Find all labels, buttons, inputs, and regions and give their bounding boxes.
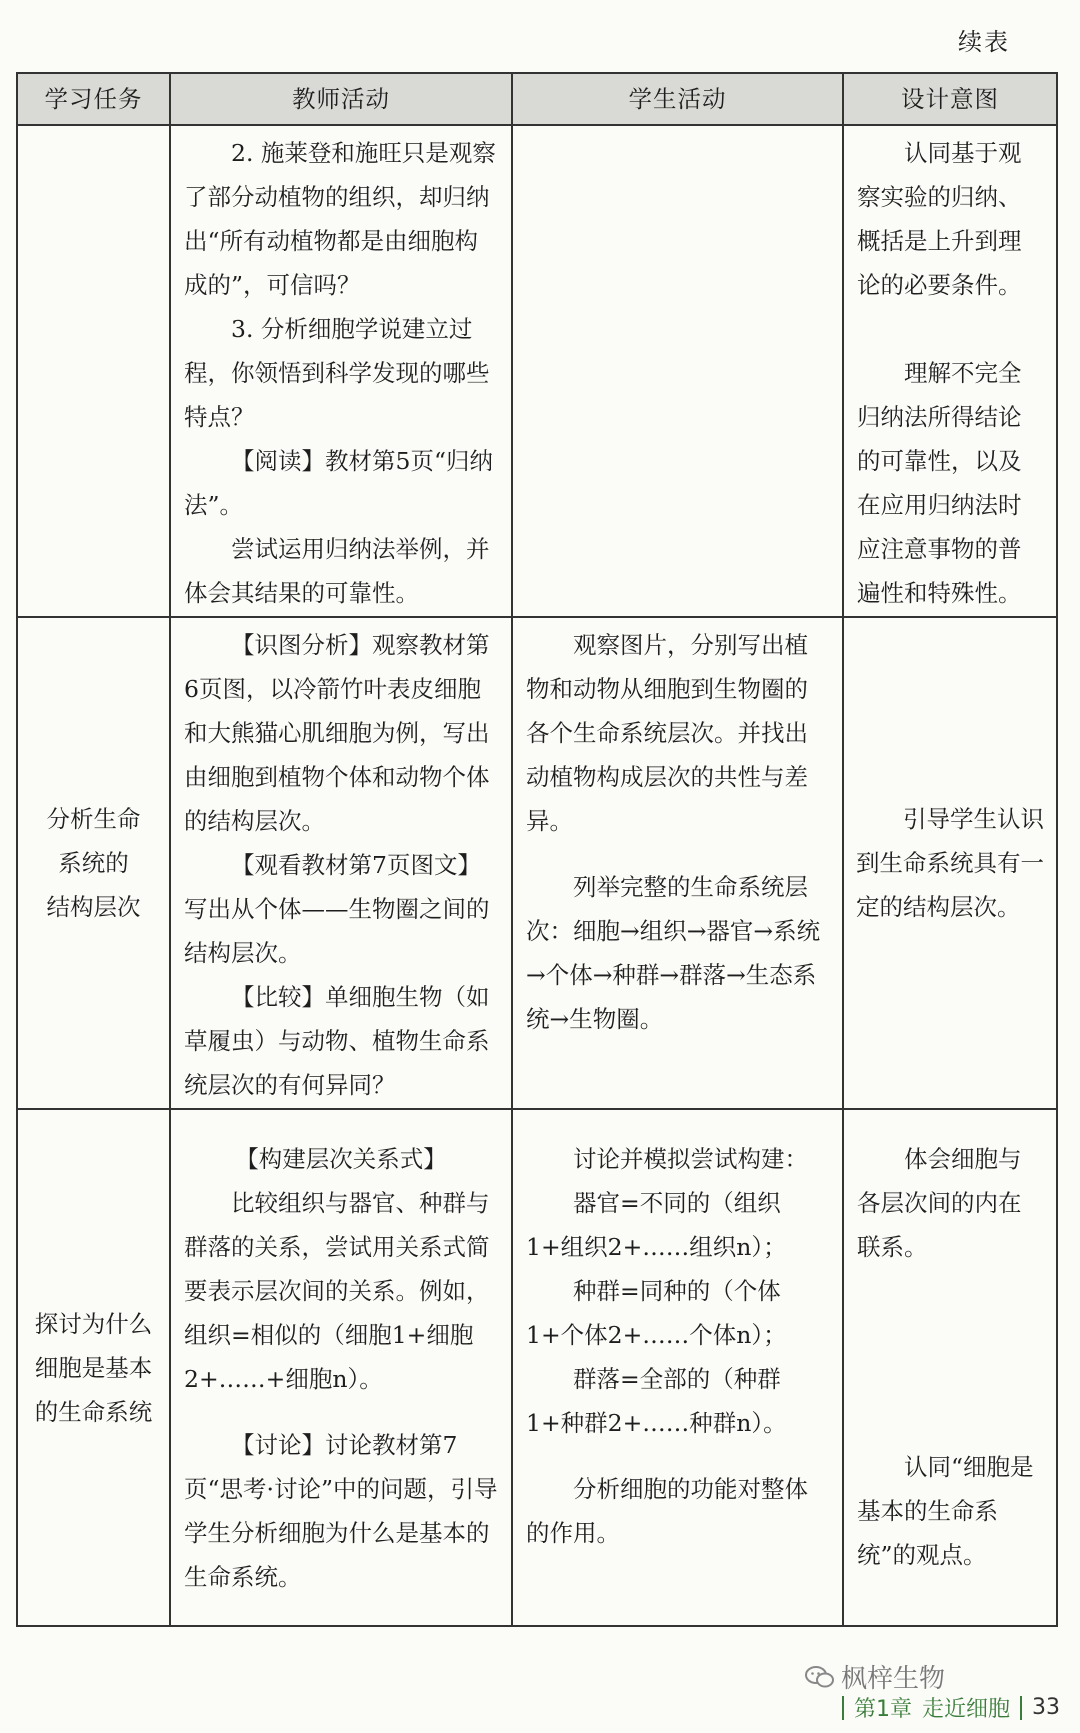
chapter-title: 走近细胞 — [921, 1697, 1010, 1722]
task-text: 系统的 — [58, 849, 129, 877]
teacher-text: 尝试运用归纳法举例，并体会其结果的可靠性。 — [184, 535, 490, 607]
student-text: 观察图片，分别写出植物和动物从细胞到生物圈的各个生命系统层次。并找出动植物构成层次的共性与差异。 — [526, 631, 808, 835]
header-teacher: 教师活动 — [170, 73, 512, 125]
task-text: 分析生命 — [46, 805, 141, 833]
table-row — [17, 125, 1057, 617]
table-row — [17, 617, 1057, 1109]
task-text: 结构层次 — [46, 893, 141, 921]
lesson-table — [16, 72, 1058, 1627]
table-row — [17, 1109, 1057, 1626]
intent-cell — [843, 125, 1057, 617]
student-cell — [512, 617, 843, 1109]
student-text: 列举完整的生命系统层次：细胞→组织→器官→系统→个体→种群→群落→生态系统→生物圈。 — [526, 873, 821, 1033]
intent-cell — [843, 617, 1057, 1109]
student-text: 群落=全部的（种群1+种群2+……种群n）。 — [526, 1365, 787, 1437]
wechat-icon — [805, 1665, 835, 1689]
footer-divider — [842, 1696, 844, 1720]
student-text: 分析细胞的功能对整体的作用。 — [526, 1475, 808, 1547]
teacher-text: 【观看教材第7页图文】写出从个体——生物圈之间的结构层次。 — [184, 851, 490, 967]
intent-text: 体会细胞与各层次间的内在联系。 — [857, 1145, 1022, 1261]
task-cell — [17, 617, 170, 1109]
teacher-text: 2. 施莱登和施旺只是观察了部分动植物的组织，却归纳出“所有动植物都是由细胞构成的”，可信吗？ — [184, 139, 496, 299]
header-student: 学生活动 — [512, 73, 843, 125]
intent-cell — [843, 1109, 1057, 1626]
page-footer — [842, 1692, 1060, 1723]
intent-text: 认同基于观察实验的归纳、概括是上升到理论的必要条件。 — [857, 139, 1022, 299]
page-number: 33 — [1032, 1695, 1060, 1720]
task-cell — [17, 1109, 170, 1626]
table-header-row — [17, 73, 1057, 125]
task-text: 探讨为什么 — [34, 1309, 153, 1338]
teacher-text: 3. 分析细胞学说建立过程，你领悟到科学发现的哪些特点？ — [184, 315, 490, 431]
intent-text: 理解不完全归纳法所得结论的可靠性，以及在应用归纳法时应注意事物的普遍性和特殊性。 — [857, 359, 1022, 607]
header-intent: 设计意图 — [843, 73, 1057, 125]
student-cell — [512, 1109, 843, 1626]
task-cell — [17, 125, 170, 617]
task-text: 的生命系统 — [34, 1397, 153, 1426]
teacher-cell — [170, 125, 512, 617]
teacher-text: 【阅读】教材第5页“归纳法”。 — [184, 447, 493, 519]
student-text: 种群=同种的（个体1+个体2+……个体n）； — [526, 1277, 787, 1349]
chapter-label: 第1章 — [853, 1697, 912, 1722]
teacher-cell — [170, 617, 512, 1109]
student-text: 器官=不同的（组织1+组织2+……组织n）； — [526, 1189, 787, 1261]
teacher-heading: 【构建层次关系式】 — [235, 1145, 447, 1173]
teacher-cell — [170, 1109, 512, 1626]
teacher-text: 【识图分析】观察教材第6页图，以冷箭竹叶表皮细胞和大熊猫心肌细胞为例，写出由细胞到植物个体和动物个体的结构层次。 — [184, 631, 490, 835]
task-text: 细胞是基本 — [34, 1353, 153, 1382]
teacher-text: 【讨论】讨论教材第7页“思考·讨论”中的问题，引导学生分析细胞为什么是基本的生命系统。 — [184, 1431, 498, 1591]
teacher-text: 比较组织与器官、种群与群落的关系，尝试用关系式简要表示层次间的关系。例如，组织=相似的（细胞1+细胞2+……+细胞n）。 — [184, 1189, 490, 1393]
header-task: 学习任务 — [17, 73, 170, 125]
intent-text: 认同“细胞是基本的生命系统”的观点。 — [857, 1453, 1034, 1569]
student-text: 讨论并模拟尝试构建： — [573, 1145, 808, 1173]
footer-divider — [1020, 1696, 1022, 1720]
teacher-text: 【比较】单细胞生物（如草履虫）与动物、植物生命系统层次的有何异同？ — [184, 983, 490, 1099]
continued-label: 续表 — [958, 28, 1010, 56]
intent-text: 引导学生认识到生命系统具有一定的结构层次。 — [856, 805, 1044, 921]
watermark-text: 枫梓生物 — [840, 1664, 945, 1694]
watermark — [805, 1658, 945, 1695]
student-cell — [512, 125, 843, 617]
